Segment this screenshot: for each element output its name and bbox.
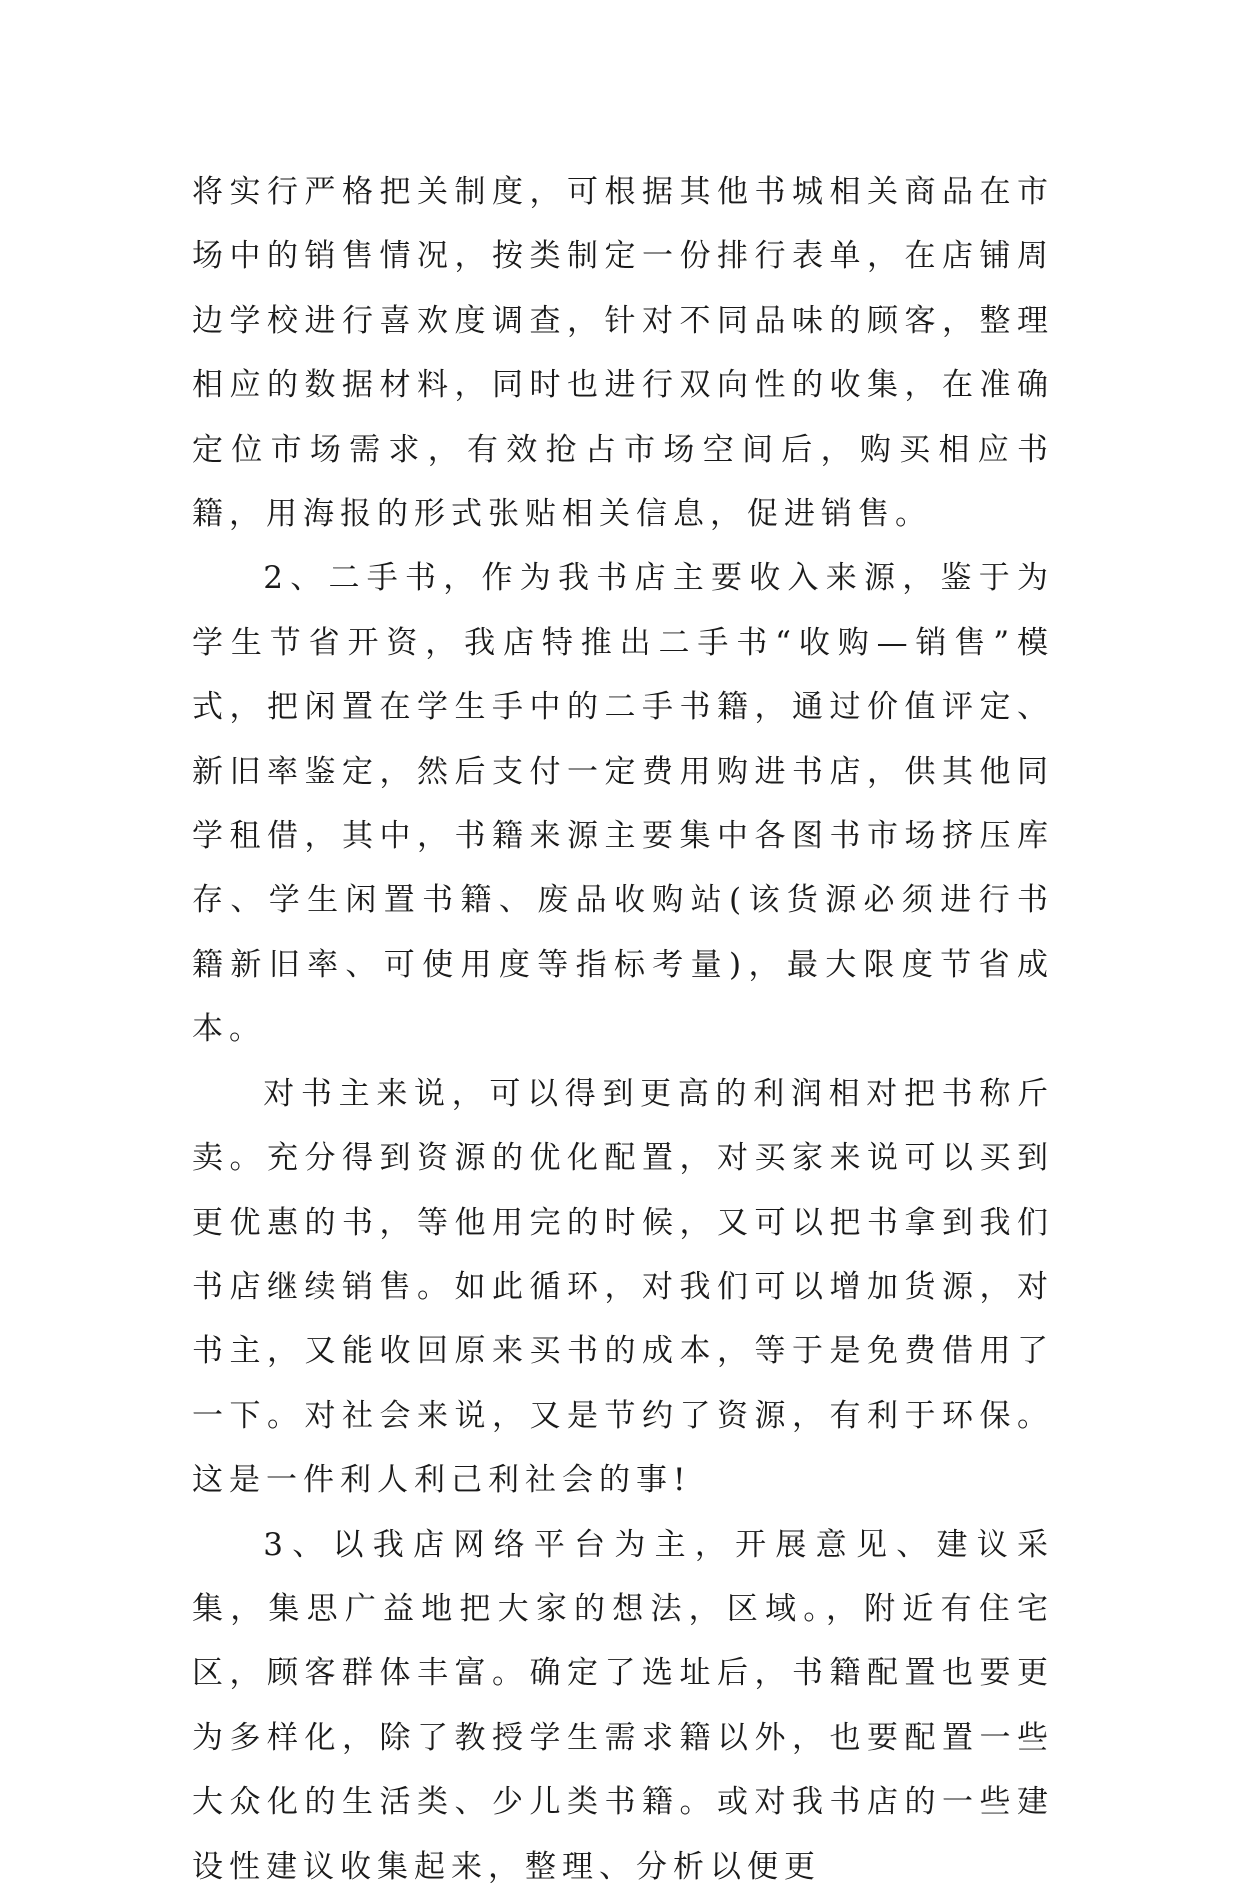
paragraph-4: 3、以我店网络平台为主，开展意见、建议采集，集思广益地把大家的想法，区域。，附近有住宅区，顾客群体丰富。确定了选址后，书籍配置也要更为多样化，除了教授学生需求籍以外，也要配置一些大众化的生活类、少儿类书籍。或对我书店的一些建设性建议收集起来，整理、分析以便更: [192, 1526, 1054, 1885]
document-body: [192, 160, 1054, 1899]
paragraph-3: 对书主来说，可以得到更高的利润相对把书称斤卖。充分得到资源的优化配置，对买家来说可以买到更优惠的书，等他用完的时候，又可以把书拿到我们书店继续销售。如此循环，对我们可以增加货源，对书主，又能收回原来买书的成本，等于是免费借用了一下。对社会来说，又是节约了资源，有利于环保。这是一件利人利己利社会的事!: [192, 1075, 1054, 1499]
paragraph-2: 2、二手书，作为我书店主要收入来源，鉴于为学生节省开资，我店特推出二手书“收购—销售”模式，把闲置在学生手中的二手书籍，通过价值评定、新旧率鉴定，然后支付一定费用购进书店，供其他同学租借，其中，书籍来源主要集中各图书市场挤压库存、学生闲置书籍、废品收购站(该货源必须进行书籍新旧率、可使用度等指标考量)，最大限度节省成本。: [192, 560, 1054, 1048]
paragraph-1: 将实行严格把关制度，可根据其他书城相关商品在市场中的销售情况，按类制定一份排行表单，在店铺周边学校进行喜欢度调查，针对不同品味的顾客，整理相应的数据材料，同时也进行双向性的收集，在准确定位市场需求，有效抢占市场空间后，购买相应书籍，用海报的形式张贴相关信息，促进销售。: [192, 174, 1054, 533]
